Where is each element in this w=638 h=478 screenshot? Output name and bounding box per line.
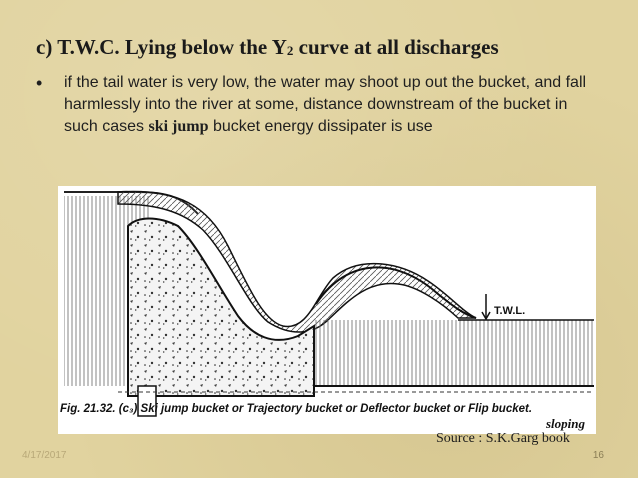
title-rest: curve at all discharges bbox=[293, 35, 499, 59]
ski-jump-bucket-figure bbox=[58, 186, 596, 434]
page-number: 16 bbox=[592, 450, 604, 461]
source-citation: Source : S.K.Garg book bbox=[436, 431, 570, 446]
ski-jump-diagram bbox=[58, 186, 596, 434]
bullet-bold-term: ski jump bbox=[148, 118, 209, 135]
figure-caption: Fig. 21.32. (c₃) Ski jump bucket or Trajectory bucket or Deflector bucket or Flip bucket. bbox=[60, 403, 533, 415]
title-main: T.W.C. Lying below the Y bbox=[57, 35, 287, 59]
slide-title bbox=[36, 34, 626, 64]
title-subscript: 2 bbox=[286, 43, 294, 58]
title-prefix: c) bbox=[36, 35, 58, 59]
bullet-dot-icon: • bbox=[36, 73, 43, 93]
bullet-point bbox=[36, 72, 596, 138]
bullet-text bbox=[36, 72, 596, 138]
twl-label: T.W.L. bbox=[494, 305, 526, 317]
figure-partial-text: sloping bbox=[546, 416, 586, 431]
footer-date: 4/17/2017 bbox=[22, 450, 67, 461]
bullet-text-start: if the tail water is very low, the water may shoot up out the bucket, and fall harmlessly into the river at some, distance downstream of the bucket in such cases bbox=[64, 74, 587, 135]
bullet-text-end: bucket energy dissipater is use bbox=[208, 118, 433, 135]
tailwater-body bbox=[314, 320, 594, 386]
